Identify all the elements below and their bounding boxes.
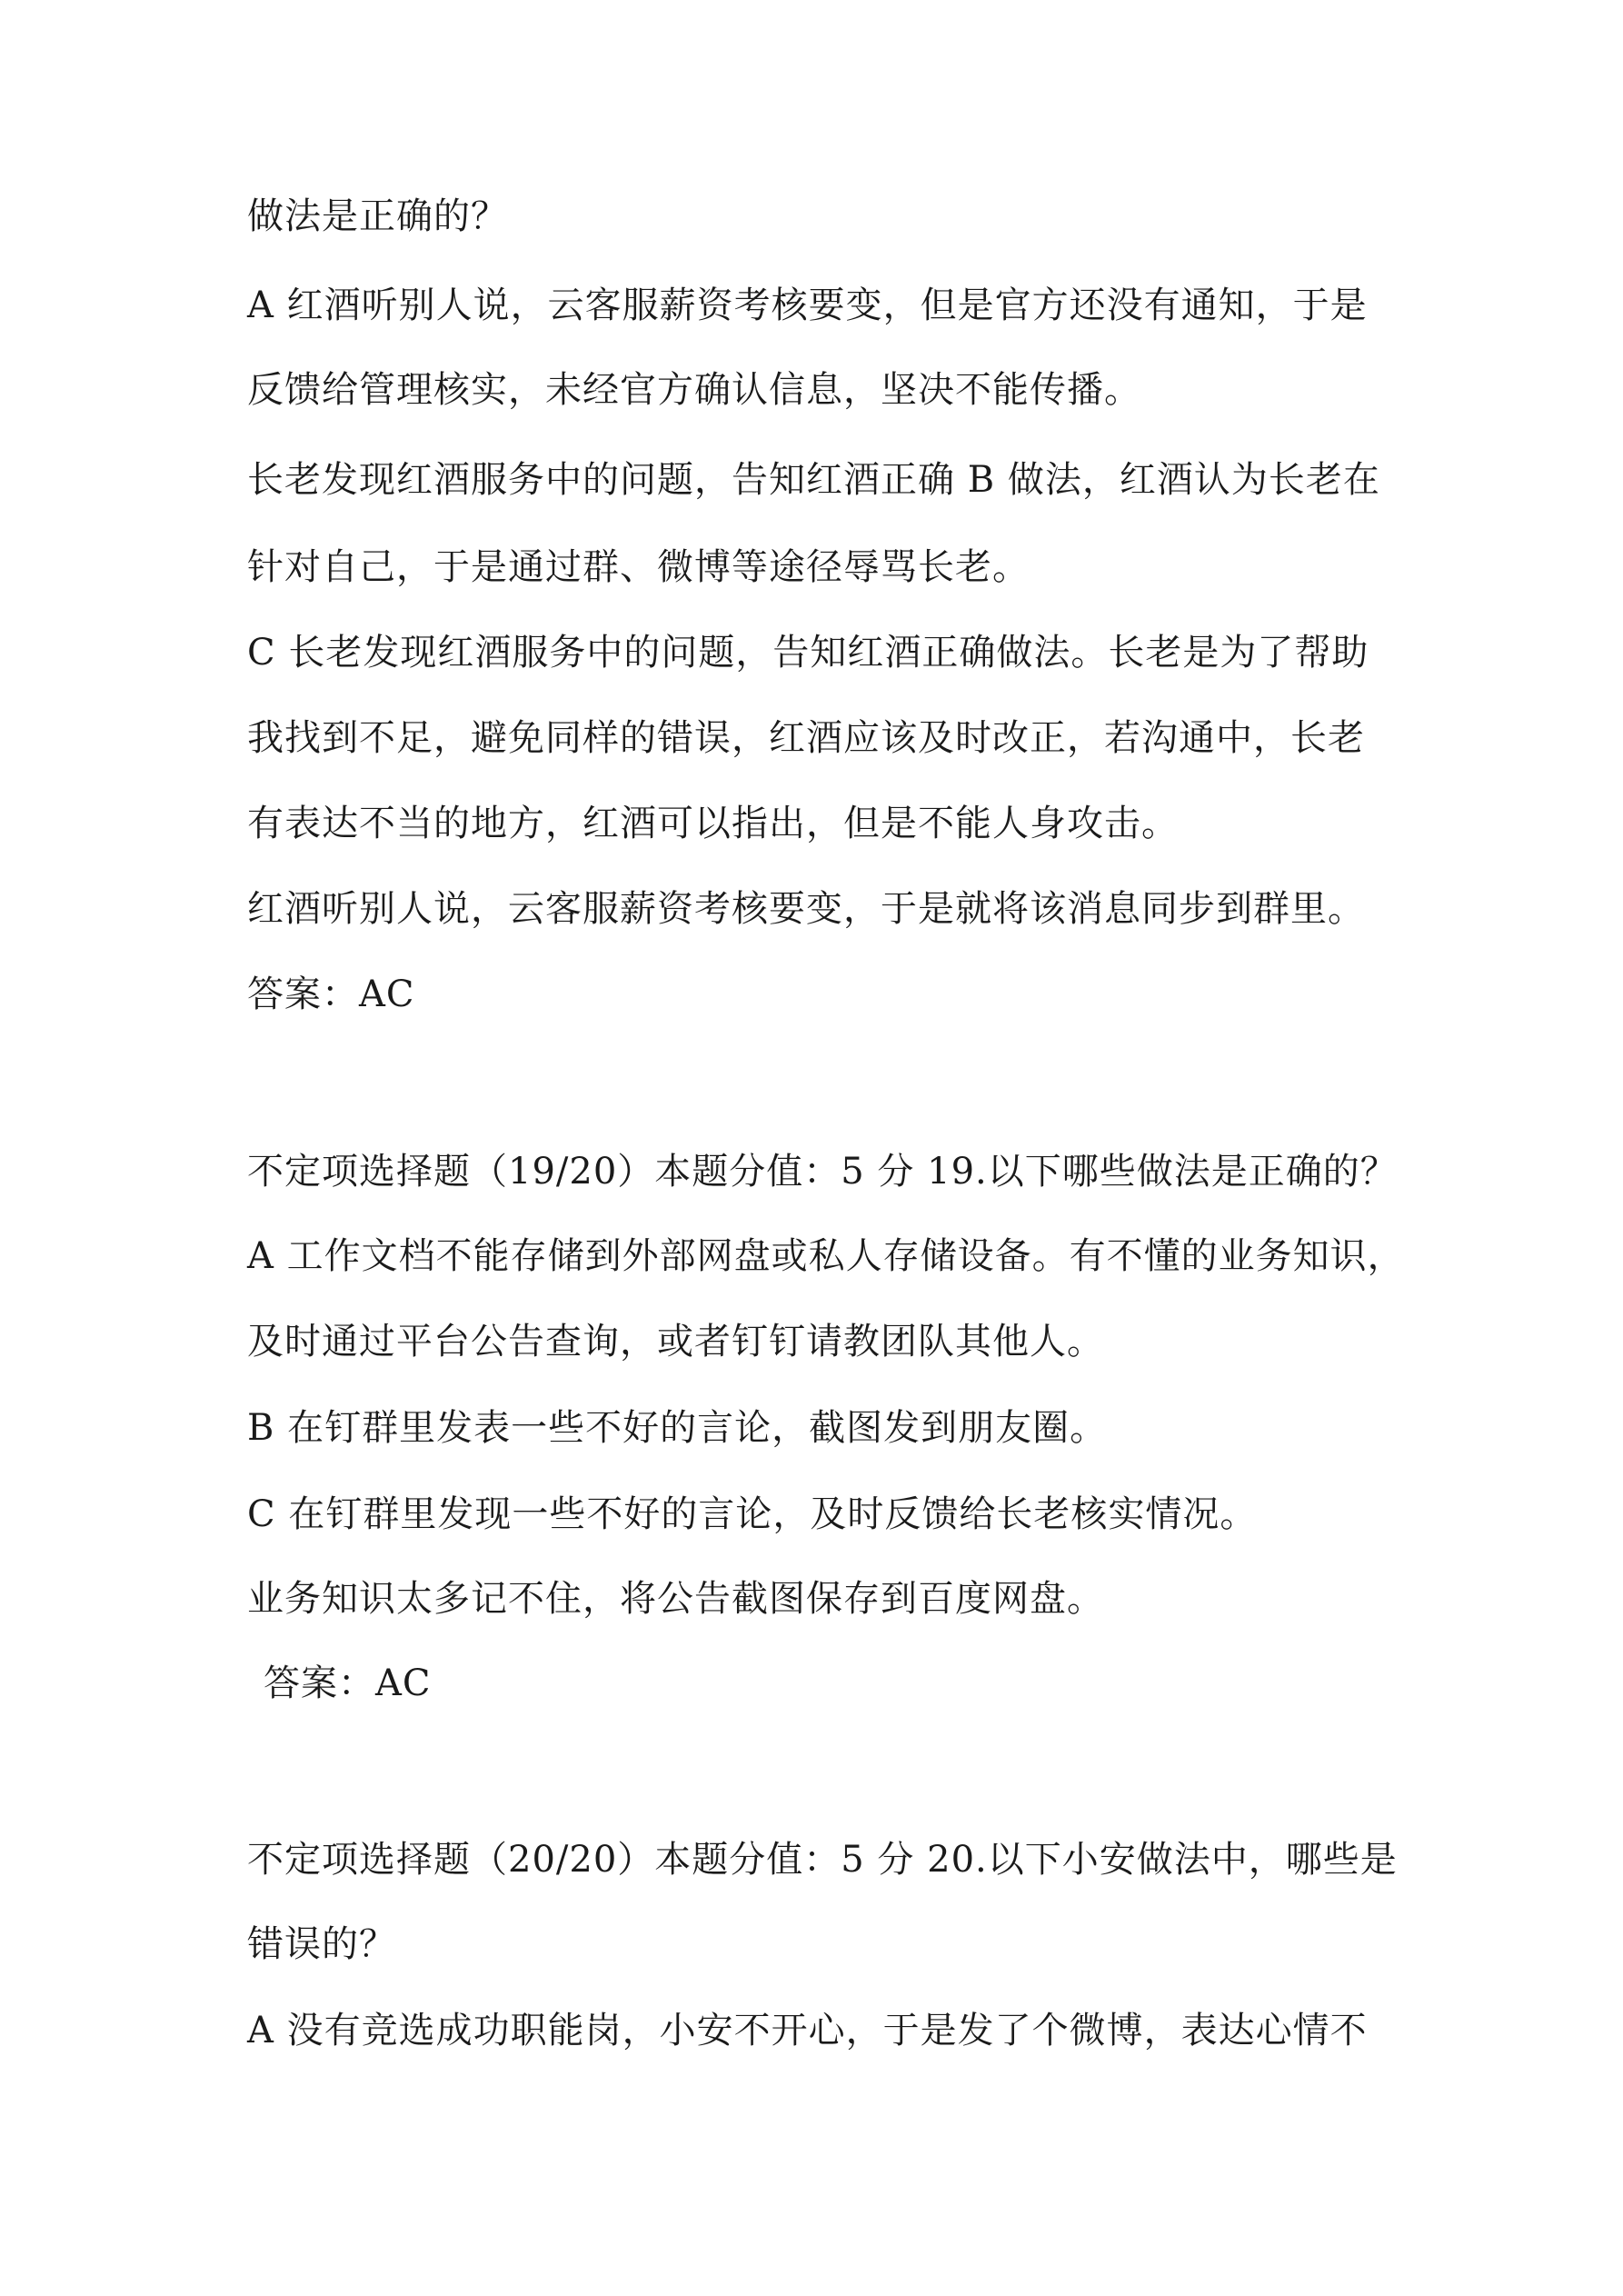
- question-19-stem: 不定项选择题（19/20）本题分值：5 分 19.以下哪些做法是正确的？: [247, 1151, 1398, 1193]
- q19-option-d: 业务知识太多记不住，将公告截图保存到百度网盘。: [247, 1578, 1104, 1620]
- q19-option-a-line1: A 工作文档不能存储到外部网盘或私人存储设备。有不懂的业务知识，: [247, 1235, 1405, 1277]
- q18-option-a-line1: A 红酒听别人说，云客服薪资考核要变，但是官方还没有通知，于是: [247, 285, 1368, 326]
- q18-option-c-line1: C 长老发现红酒服务中的问题，告知红酒正确做法。长老是为了帮助: [247, 632, 1369, 674]
- q18-option-d: 红酒听别人说，云客服薪资考核要变，于是就将该消息同步到群里。: [247, 888, 1365, 930]
- q19-option-c: C 在钉群里发现一些不好的言论，及时反馈给长老核实情况。: [247, 1493, 1258, 1535]
- question-20-stem-line1: 不定项选择题（20/20）本题分值：5 分 20.以下小安做法中，哪些是: [247, 1839, 1398, 1881]
- q18-option-a-line2: 反馈给管理核实，未经官方确认信息，坚决不能传播。: [247, 369, 1141, 411]
- q18-option-c-line3: 有表达不当的地方，红酒可以指出，但是不能人身攻击。: [247, 803, 1179, 844]
- q18-answer: 答案：AC: [247, 973, 415, 1015]
- question-20-stem-line2: 错误的？: [247, 1923, 396, 1965]
- q20-option-a-line1: A 没有竞选成功职能岗，小安不开心，于是发了个微博，表达心情不: [247, 2010, 1368, 2051]
- q18-option-b-line2: 针对自己，于是通过群、微博等途径辱骂长老。: [247, 546, 1030, 588]
- question-18-stem-continued: 做法是正确的？: [247, 195, 508, 237]
- q18-option-b-line1: 长老发现红酒服务中的问题，告知红酒正确 B 做法，红酒认为长老在: [247, 459, 1380, 501]
- q18-option-c-line2: 我找到不足，避免同样的错误，红酒应该及时改正，若沟通中，长老: [247, 717, 1365, 759]
- q19-option-b: B 在钉群里发表一些不好的言论，截图发到朋友圈。: [247, 1407, 1108, 1449]
- q19-option-a-line2: 及时通过平台公告查询，或者钉钉请教团队其他人。: [247, 1321, 1104, 1363]
- q19-answer: 答案：AC: [264, 1662, 432, 1704]
